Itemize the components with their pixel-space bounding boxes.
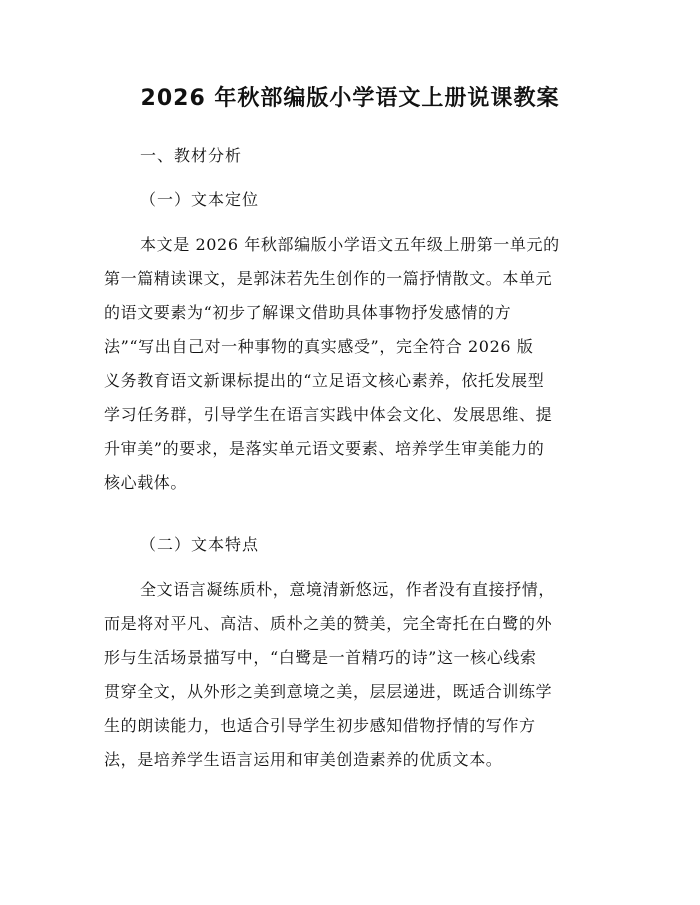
paragraph-line: 法，是培养学生语言运用和审美创造素养的优质文本。 [104,750,503,769]
paragraph-line: 形与生活场景描写中，“白鹭是一首精巧的诗”这一核心线索 [104,648,537,667]
document-title: 2026 年秋部编版小学语文上册说课教案 [140,86,560,111]
subsection-heading-text-positioning: （一）文本定位 [140,190,260,209]
paragraph-line: 的语文要素为“初步了解课文借助具体事物抒发感情的方 [104,303,512,322]
paragraph-line: 学习任务群，引导学生在语言实践中体会文化、发展思维、提 [104,405,553,424]
paragraph-line: 本文是 2026 年秋部编版小学语文五年级上册第一单元的 [140,235,560,254]
section-heading-textbook-analysis: 一、教材分析 [140,146,243,165]
paragraph-line: 升审美”的要求，是落实单元语文要素、培养学生审美能力的 [104,439,545,458]
paragraph-line: 生的朗读能力，也适合引导学生初步感知借物抒情的写作方 [104,716,536,735]
paragraph-line: 第一篇精读课文，是郭沫若先生创作的一篇抒情散文。本单元 [104,269,553,288]
paragraph-line: 核心载体。 [104,473,188,492]
paragraph-line: 法”“写出自己对一种事物的真实感受”，完全符合 2026 版 [104,337,534,356]
paragraph-line: 贯穿全文，从外形之美到意境之美，层层递进，既适合训练学 [104,682,553,701]
paragraph-line: 义务教育语文新课标提出的“立足语文核心素养，依托发展型 [104,371,545,390]
paragraph-line: 全文语言凝练质朴，意境清新悠远，作者没有直接抒情， [140,580,556,599]
subsection-heading-text-features: （二）文本特点 [140,535,260,554]
paragraph-line: 而是将对平凡、高洁、质朴之美的赞美，完全寄托在白鹭的外 [104,614,553,633]
